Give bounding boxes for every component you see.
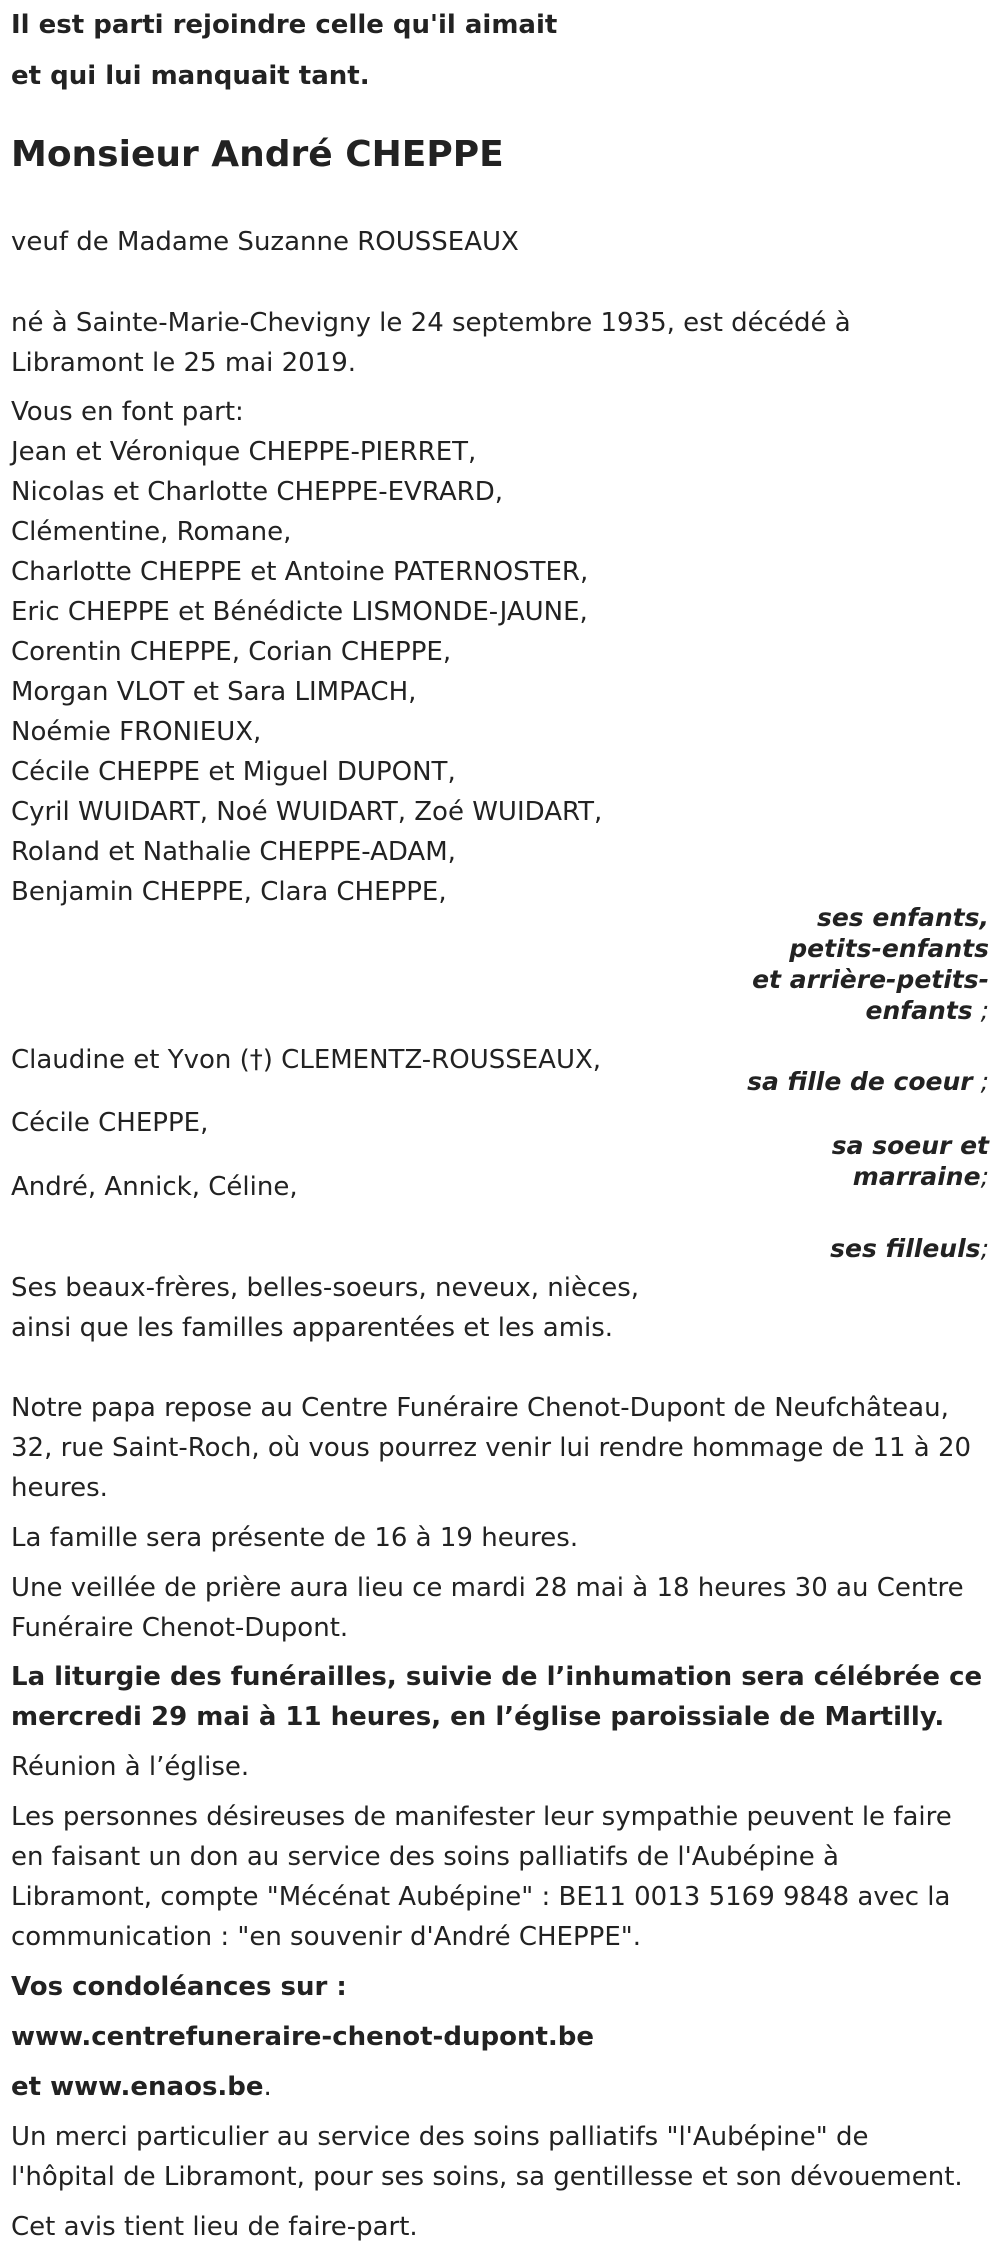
- website-line-2: et www.enaos.be.: [11, 2072, 272, 2102]
- donation-line-4: communication : "en souvenir d'André CHEPPE".: [11, 1922, 641, 1952]
- role-sister: sa soeur et marraine;: [831, 1131, 989, 1191]
- sister-line: Cécile CHEPPE,: [11, 1108, 209, 1138]
- presence-line: La famille sera présente de 16 à 19 heures.: [11, 1523, 579, 1553]
- birth-line-2: Libramont le 25 mai 2019.: [11, 348, 357, 378]
- deceased-name: Monsieur André CHEPPE: [11, 134, 504, 175]
- list-item: Noémie FRONIEUX,: [11, 717, 262, 747]
- rest-line-1: Notre papa repose au Centre Funéraire Chenot-Dupont de Neufchâteau,: [11, 1393, 949, 1423]
- donation-line-1: Les personnes désireuses de manifester leur sympathie peuvent le faire: [11, 1802, 952, 1832]
- list-item: Clémentine, Romane,: [11, 517, 292, 547]
- list-item: Jean et Véronique CHEPPE-PIERRET,: [11, 437, 477, 467]
- rest-line-2: 32, rue Saint-Roch, où vous pourrez venir lui rendre hommage de 11 à 20: [11, 1433, 972, 1463]
- donation-line-3: Libramont, compte "Mécénat Aubépine" : BE11 0013 5169 9848 avec la: [11, 1882, 951, 1912]
- list-item: Morgan VLOT et Sara LIMPACH,: [11, 677, 417, 707]
- role-children-2: et arrière-petits-enfants ;: [752, 965, 989, 1025]
- widower-line: veuf de Madame Suzanne ROUSSEAUX: [11, 227, 519, 257]
- list-item: Eric CHEPPE et Bénédicte LISMONDE-JAUNE,: [11, 597, 588, 627]
- closing-line: Cet avis tient lieu de faire-part.: [11, 2212, 418, 2242]
- rest-line-3: heures.: [11, 1473, 108, 1503]
- birth-line-1: né à Sainte-Marie-Chevigny le 24 septembre 1935, est décédé à: [11, 308, 851, 338]
- role-children-1: ses enfants, petits-enfants: [789, 903, 989, 963]
- list-item: Nicolas et Charlotte CHEPPE-EVRARD,: [11, 477, 503, 507]
- vigil-line-2: Funéraire Chenot-Dupont.: [11, 1613, 349, 1643]
- website-link-2[interactable]: www.enaos.be: [50, 2072, 264, 2102]
- list-item: Roland et Nathalie CHEPPE-ADAM,: [11, 837, 456, 867]
- liturgy-line-1: La liturgie des funérailles, suivie de l’inhumation sera célébrée ce: [11, 1662, 983, 1692]
- thanks-line-1: Un merci particulier au service des soins palliatifs "l'Aubépine" de: [11, 2122, 869, 2152]
- heading-line-2: et qui lui manquait tant.: [11, 61, 370, 91]
- list-item: Cécile CHEPPE et Miguel DUPONT,: [11, 757, 456, 787]
- godchildren-line: André, Annick, Céline,: [11, 1172, 298, 1202]
- liturgy-line-2: mercredi 29 mai à 11 heures, en l’église paroissiale de Martilly.: [11, 1702, 945, 1732]
- list-item: Cyril WUIDART, Noé WUIDART, Zoé WUIDART,: [11, 797, 603, 827]
- list-item: Charlotte CHEPPE et Antoine PATERNOSTER,: [11, 557, 589, 587]
- thanks-line-2: l'hôpital de Libramont, pour ses soins, sa gentillesse et son dévouement.: [11, 2162, 963, 2192]
- role-godchildren: ses filleuls;: [830, 1234, 989, 1263]
- heading-line-1: Il est parti rejoindre celle qu'il aimait: [11, 10, 558, 40]
- vigil-line-1: Une veillée de prière aura lieu ce mardi 28 mai à 18 heures 30 au Centre: [11, 1573, 964, 1603]
- others-line-1: Ses beaux-frères, belles-soeurs, neveux, nièces,: [11, 1273, 640, 1303]
- role-heart: sa fille de coeur ;: [747, 1067, 989, 1096]
- condolences-label: Vos condoléances sur :: [11, 1972, 347, 2002]
- list-item: Corentin CHEPPE, Corian CHEPPE,: [11, 637, 452, 667]
- others-line-2: ainsi que les familles apparentées et les amis.: [11, 1313, 614, 1343]
- meeting-line: Réunion à l’église.: [11, 1752, 250, 1782]
- heart-daughter-line: Claudine et Yvon (†) CLEMENTZ-ROUSSEAUX,: [11, 1045, 602, 1075]
- donation-line-2: en faisant un don au service des soins palliatifs de l'Aubépine à: [11, 1842, 839, 1872]
- website-link-1[interactable]: www.centrefuneraire-chenot-dupont.be: [11, 2022, 595, 2052]
- list-item: Benjamin CHEPPE, Clara CHEPPE,: [11, 877, 447, 907]
- family-intro: Vous en font part:: [11, 397, 244, 427]
